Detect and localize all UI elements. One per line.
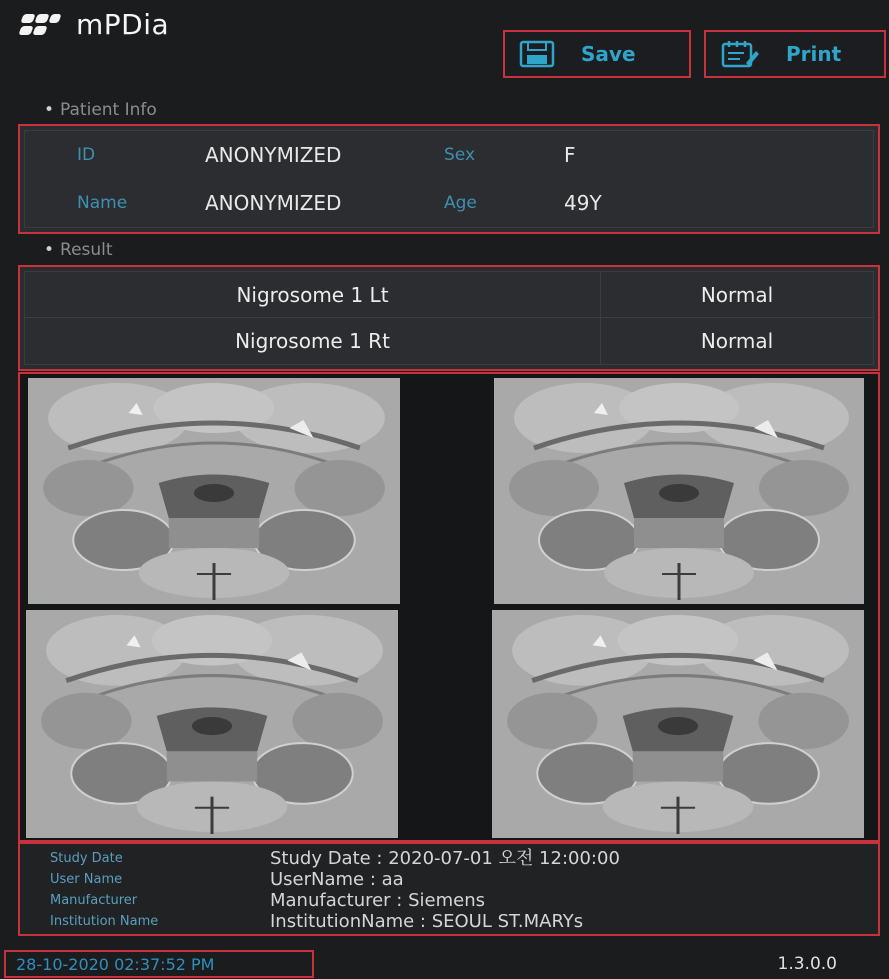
- floppy-disk-icon: [519, 40, 555, 68]
- id-value: ANONYMIZED: [205, 143, 342, 167]
- result-value: Normal: [700, 282, 774, 307]
- print-label: Print: [786, 42, 842, 66]
- sex-value: F: [564, 143, 576, 167]
- mri-anatomy-shape: [194, 484, 234, 502]
- name-value: ANONYMIZED: [205, 191, 342, 215]
- save-button[interactable]: [503, 30, 691, 78]
- result-panel: [18, 265, 880, 371]
- app-title: mPDia: [76, 8, 170, 41]
- mri-anatomy-shape: [633, 751, 723, 781]
- mri-anatomy-shape: [659, 484, 699, 502]
- institution-name-value: InstitutionName : SEOUL ST.MARYs: [270, 911, 584, 932]
- study-info-panel: [18, 842, 880, 936]
- mpdia-logo-icon: [18, 12, 66, 38]
- result-name: Nigrosome 1 Lt: [25, 272, 601, 317]
- study-date-label: Study Date: [50, 851, 123, 866]
- manufacturer-label: Manufacturer: [50, 893, 138, 908]
- mri-anatomy-shape: [634, 518, 724, 548]
- mri-scan-image: [28, 378, 400, 604]
- mri-anatomy-shape: [658, 717, 698, 735]
- result-value: Normal: [700, 329, 774, 353]
- study-date-value: Study Date : 2020-07-01 오전 12:00:00: [270, 848, 620, 869]
- user-name-value: UserName : aa: [270, 869, 404, 890]
- id-label: ID: [77, 145, 96, 165]
- save-label: Save: [581, 42, 636, 66]
- mri-scan-image: [492, 610, 864, 838]
- brand: [18, 8, 169, 41]
- print-button[interactable]: [704, 30, 886, 78]
- result-row: [25, 318, 873, 364]
- mri-image-grid: [18, 372, 880, 842]
- user-name-label: User Name: [50, 872, 123, 887]
- mri-anatomy-shape: [294, 460, 384, 516]
- mri-anatomy-shape: [758, 693, 848, 749]
- mri-anatomy-shape: [192, 717, 232, 735]
- result-name: Nigrosome 1 Rt: [25, 318, 601, 364]
- version-label: 1.3.0.0: [777, 954, 837, 974]
- name-label: Name: [77, 193, 128, 213]
- result-row: [25, 272, 873, 318]
- mri-anatomy-shape: [759, 460, 849, 516]
- mri-scan-image: [26, 610, 398, 838]
- institution-name-label: Institution Name: [50, 914, 159, 929]
- patient-info-heading: • Patient Info: [44, 100, 157, 120]
- mri-anatomy-shape: [41, 693, 131, 749]
- result-heading: • Result: [44, 240, 113, 260]
- mri-anatomy-shape: [507, 693, 597, 749]
- mri-scan-image: [494, 378, 864, 604]
- manufacturer-value: Manufacturer : Siemens: [270, 890, 485, 911]
- timestamp: 28-10-2020 02:37:52 PM: [4, 950, 314, 978]
- mri-anatomy-shape: [167, 751, 257, 781]
- printer-icon: [720, 39, 760, 69]
- sex-label: Sex: [444, 145, 476, 165]
- mri-anatomy-shape: [169, 518, 259, 548]
- mri-anatomy-shape: [292, 693, 382, 749]
- patient-info-panel: [18, 124, 880, 234]
- mri-anatomy-shape: [43, 460, 133, 516]
- age-value: 49Y: [564, 191, 602, 215]
- age-label: Age: [444, 193, 477, 213]
- mri-anatomy-shape: [509, 460, 599, 516]
